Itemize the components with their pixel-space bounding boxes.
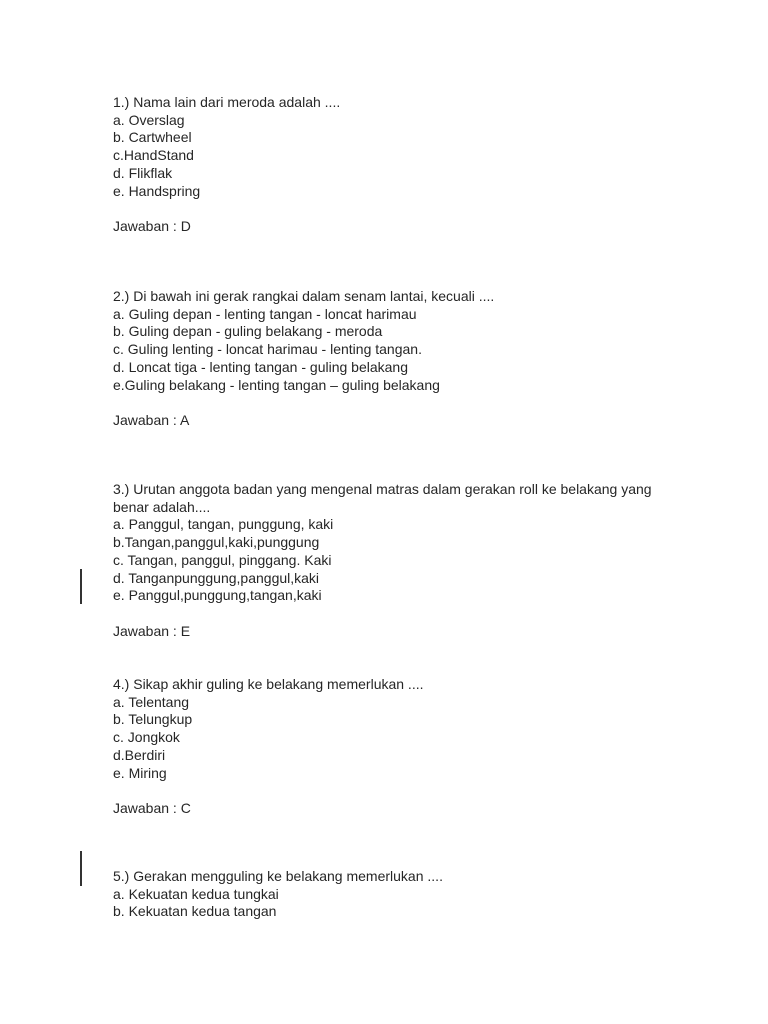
option-d: d. Loncat tiga - lenting tangan - guling belakang bbox=[113, 358, 408, 375]
option-e: e. Miring bbox=[113, 764, 167, 781]
option-e: e. Panggul,punggung,tangan,kaki bbox=[113, 587, 322, 604]
option-d: d. Tanganpunggung,panggul,kaki bbox=[113, 569, 320, 586]
option-e: e. Handspring bbox=[113, 182, 201, 199]
question-block-3 bbox=[113, 481, 653, 640]
option-a: a. Guling depan - lenting tangan - loncat harimau bbox=[113, 305, 417, 322]
option-a: a. Overslag bbox=[113, 111, 185, 128]
question-block-2 bbox=[113, 288, 653, 430]
question-text: 4.) Sikap akhir guling ke belakang memerlukan .... bbox=[113, 676, 424, 692]
option-c: c.HandStand bbox=[113, 147, 194, 164]
question-text: 1.) Nama lain dari meroda adalah .... bbox=[113, 94, 341, 110]
answer: Jawaban : C bbox=[113, 799, 191, 816]
change-bar bbox=[80, 569, 82, 604]
option-b: b. Telungkup bbox=[113, 711, 193, 728]
option-c: c. Guling lenting - loncat harimau - lenting tangan. bbox=[113, 341, 422, 358]
option-d: d.Berdiri bbox=[113, 746, 166, 763]
option-a: a. Panggul, tangan, punggung, kaki bbox=[113, 516, 334, 533]
question-block-4 bbox=[113, 676, 653, 818]
option-b: b. Kekuatan kedua tangan bbox=[113, 903, 277, 920]
option-b: b. Guling depan - guling belakang - meroda bbox=[113, 323, 383, 340]
question-text: 3.) Urutan anggota badan yang mengenal matras dalam gerakan roll ke belakang yang benar adalah.... bbox=[113, 481, 652, 515]
option-a: a. Kekuatan kedua tungkai bbox=[113, 885, 279, 902]
option-c: c. Jongkok bbox=[113, 729, 180, 746]
option-e: e.Guling belakang - lenting tangan – guling belakang bbox=[113, 376, 440, 393]
answer: Jawaban : D bbox=[113, 217, 191, 234]
option-a: a. Telentang bbox=[113, 693, 190, 710]
question-text: 2.) Di bawah ini gerak rangkai dalam senam lantai, kecuali .... bbox=[113, 288, 495, 304]
option-d: d. Flikflak bbox=[113, 164, 173, 181]
answer: Jawaban : E bbox=[113, 622, 191, 639]
change-bar bbox=[80, 851, 82, 886]
option-c: c. Tangan, panggul, pinggang. Kaki bbox=[113, 551, 332, 568]
option-b: b. Cartwheel bbox=[113, 129, 192, 146]
option-b: b.Tangan,panggul,kaki,punggung bbox=[113, 534, 320, 551]
answer: Jawaban : A bbox=[113, 411, 190, 428]
question-block-5 bbox=[113, 868, 653, 921]
question-text: 5.) Gerakan mengguling ke belakang memerlukan .... bbox=[113, 868, 443, 884]
question-block-1 bbox=[113, 94, 653, 236]
